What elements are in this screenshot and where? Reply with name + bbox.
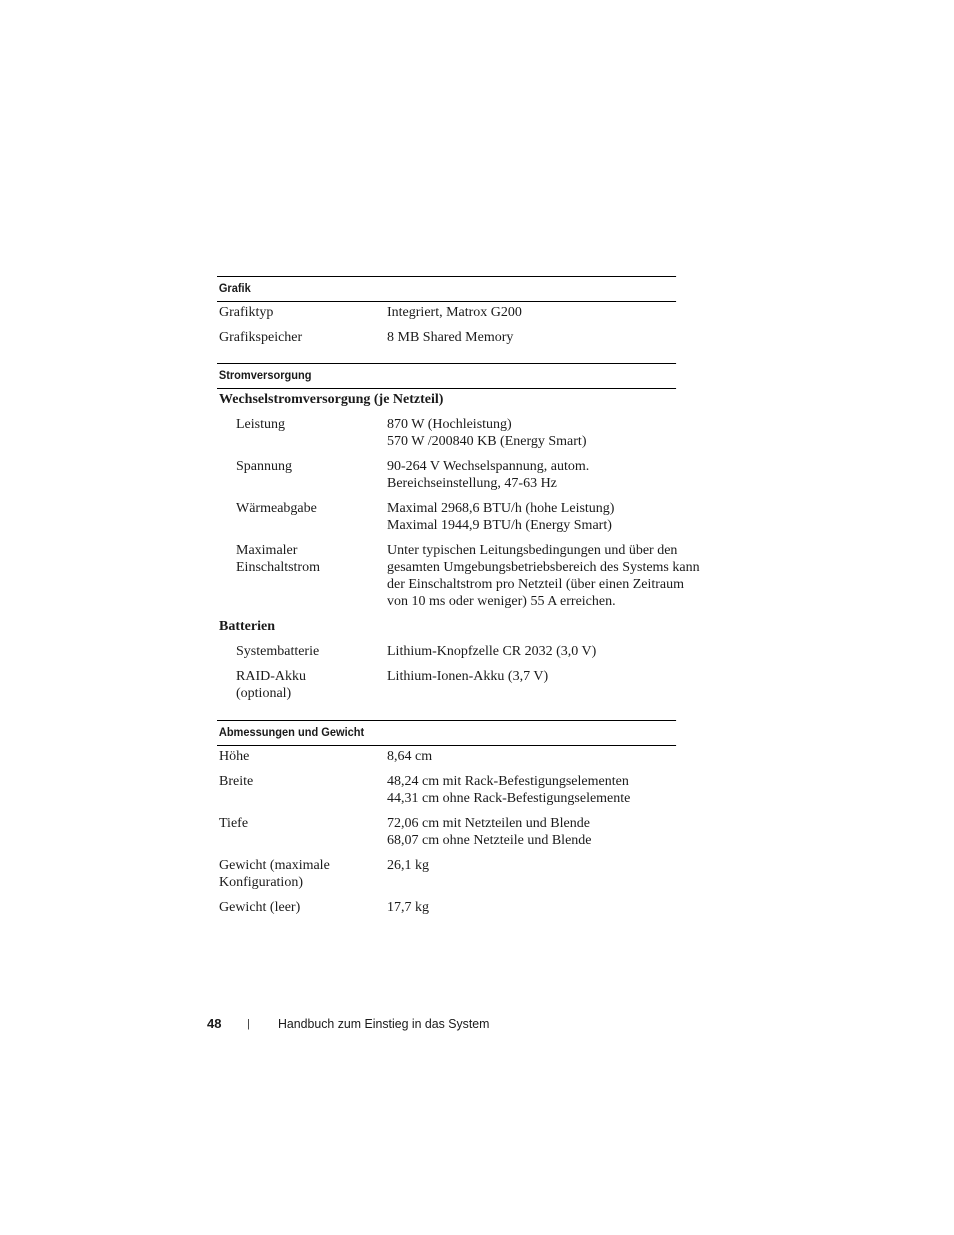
spec-row bbox=[217, 748, 716, 765]
spec-label bbox=[217, 748, 387, 765]
spec-label-line: Maximaler bbox=[236, 543, 298, 558]
spec-label: Grafikspeicher bbox=[219, 330, 303, 345]
spec-label-line: Gewicht (leer) bbox=[219, 900, 301, 915]
spec-label-line: Systembatterie bbox=[236, 644, 320, 659]
spec-label bbox=[217, 668, 387, 702]
spec-row bbox=[217, 815, 716, 849]
page-number: 48 bbox=[207, 1016, 222, 1031]
spec-row bbox=[217, 458, 716, 492]
spec-label: Grafiktyp bbox=[219, 305, 274, 320]
spec-label-line: Wärmeabgabe bbox=[236, 501, 317, 516]
page-footer bbox=[207, 1016, 500, 1032]
spec-value-line: 17,7 kg bbox=[387, 900, 429, 915]
subsection-title: Batterien bbox=[219, 619, 275, 634]
spec-value-line: 570 W /200840 KB (Energy Smart) bbox=[387, 434, 587, 449]
spec-label-line: Tiefe bbox=[219, 816, 249, 831]
spec-value-line: 26,1 kg bbox=[387, 858, 429, 873]
section-title: Stromversorgung bbox=[218, 368, 312, 382]
spec-row bbox=[217, 500, 716, 534]
spec-value bbox=[387, 458, 716, 492]
spec-value bbox=[387, 773, 716, 807]
spec-label bbox=[217, 542, 387, 610]
spec-label bbox=[217, 857, 387, 891]
spec-label-line: Spannung bbox=[236, 459, 292, 474]
spec-value-line: 48,24 cm mit Rack-Befestigungselementen bbox=[387, 774, 629, 789]
spec-value bbox=[387, 748, 716, 765]
spec-value-line: Lithium-Knopfzelle CR 2032 (3,0 V) bbox=[387, 644, 597, 659]
spec-value-line: Lithium-Ionen-Akku (3,7 V) bbox=[387, 669, 549, 684]
spec-value bbox=[387, 815, 716, 849]
spec-value-line: von 10 ms oder weniger) 55 A erreichen. bbox=[387, 594, 616, 609]
spec-value bbox=[387, 899, 716, 916]
spec-value-line: gesamten Umgebungsbetriebsbereich des Systems kann bbox=[387, 560, 700, 575]
spec-value: 8 MB Shared Memory bbox=[387, 330, 514, 345]
section-title: Grafik bbox=[218, 281, 251, 295]
spec-label bbox=[217, 643, 387, 660]
section-rows-abmessungen bbox=[217, 746, 716, 916]
section-title: Abmessungen und Gewicht bbox=[218, 725, 365, 739]
subsection-title: Wechselstromversorgung (je Netzteil) bbox=[219, 392, 444, 407]
spec-label bbox=[217, 500, 387, 534]
spec-row bbox=[217, 542, 716, 610]
spec-label bbox=[217, 458, 387, 492]
spec-label-line: Breite bbox=[219, 774, 254, 789]
section-heading-grafik bbox=[217, 276, 676, 302]
spec-value-line: 8,64 cm bbox=[387, 749, 433, 764]
spec-value bbox=[387, 668, 716, 702]
spec-label-line: Einschaltstrom bbox=[236, 560, 320, 575]
spec-value-line: Bereichseinstellung, 47-63 Hz bbox=[387, 476, 557, 491]
spec-label-line: Leistung bbox=[236, 417, 285, 432]
spec-value bbox=[387, 857, 716, 891]
spec-row bbox=[217, 304, 716, 321]
spec-value-line: der Einschaltstrom pro Netzteil (über einen Zeitraum bbox=[387, 577, 685, 592]
spec-value-line: 870 W (Hochleistung) bbox=[387, 417, 512, 432]
spec-value-line: 90-264 V Wechselspannung, autom. bbox=[387, 459, 590, 474]
spec-row bbox=[217, 643, 716, 660]
spec-value bbox=[387, 500, 716, 534]
spec-value bbox=[387, 643, 716, 660]
spec-table bbox=[217, 276, 716, 916]
spec-row bbox=[217, 857, 716, 891]
section-rows-grafik bbox=[217, 302, 716, 346]
spec-value-line: Unter typischen Leitungsbedingungen und über den bbox=[387, 543, 678, 558]
footer-separator: | bbox=[247, 1018, 250, 1030]
spec-value-line: Maximal 1944,9 BTU/h (Energy Smart) bbox=[387, 518, 612, 533]
spec-row bbox=[217, 416, 716, 450]
spec-row bbox=[217, 329, 716, 346]
section-rows-stromversorgung bbox=[217, 389, 716, 702]
spec-value-line: Maximal 2968,6 BTU/h (hohe Leistung) bbox=[387, 501, 615, 516]
spec-label-line: Höhe bbox=[219, 749, 250, 764]
section-heading-abmessungen bbox=[217, 720, 676, 746]
section-heading-stromversorgung bbox=[217, 363, 676, 389]
spec-value bbox=[387, 416, 716, 450]
spec-label bbox=[217, 899, 387, 916]
footer-title: Handbuch zum Einstieg in das System bbox=[277, 1016, 490, 1031]
spec-label-line: Gewicht (maximale bbox=[219, 858, 330, 873]
spec-value-line: 72,06 cm mit Netzteilen und Blende bbox=[387, 816, 590, 831]
spec-value-line: 68,07 cm ohne Netzteile und Blende bbox=[387, 833, 592, 848]
spec-label-line: RAID-Akku bbox=[236, 669, 306, 684]
spec-label-line: (optional) bbox=[236, 686, 292, 701]
spec-row bbox=[217, 668, 716, 702]
spec-label bbox=[217, 815, 387, 849]
spec-row bbox=[217, 773, 716, 807]
spec-label bbox=[217, 773, 387, 807]
spec-label-line: Konfiguration) bbox=[219, 875, 303, 890]
spec-value: Integriert, Matrox G200 bbox=[387, 305, 522, 320]
spec-value-line: 44,31 cm ohne Rack-Befestigungselemente bbox=[387, 791, 631, 806]
spec-row bbox=[217, 899, 716, 916]
spec-value bbox=[387, 542, 716, 610]
spec-label bbox=[217, 416, 387, 450]
